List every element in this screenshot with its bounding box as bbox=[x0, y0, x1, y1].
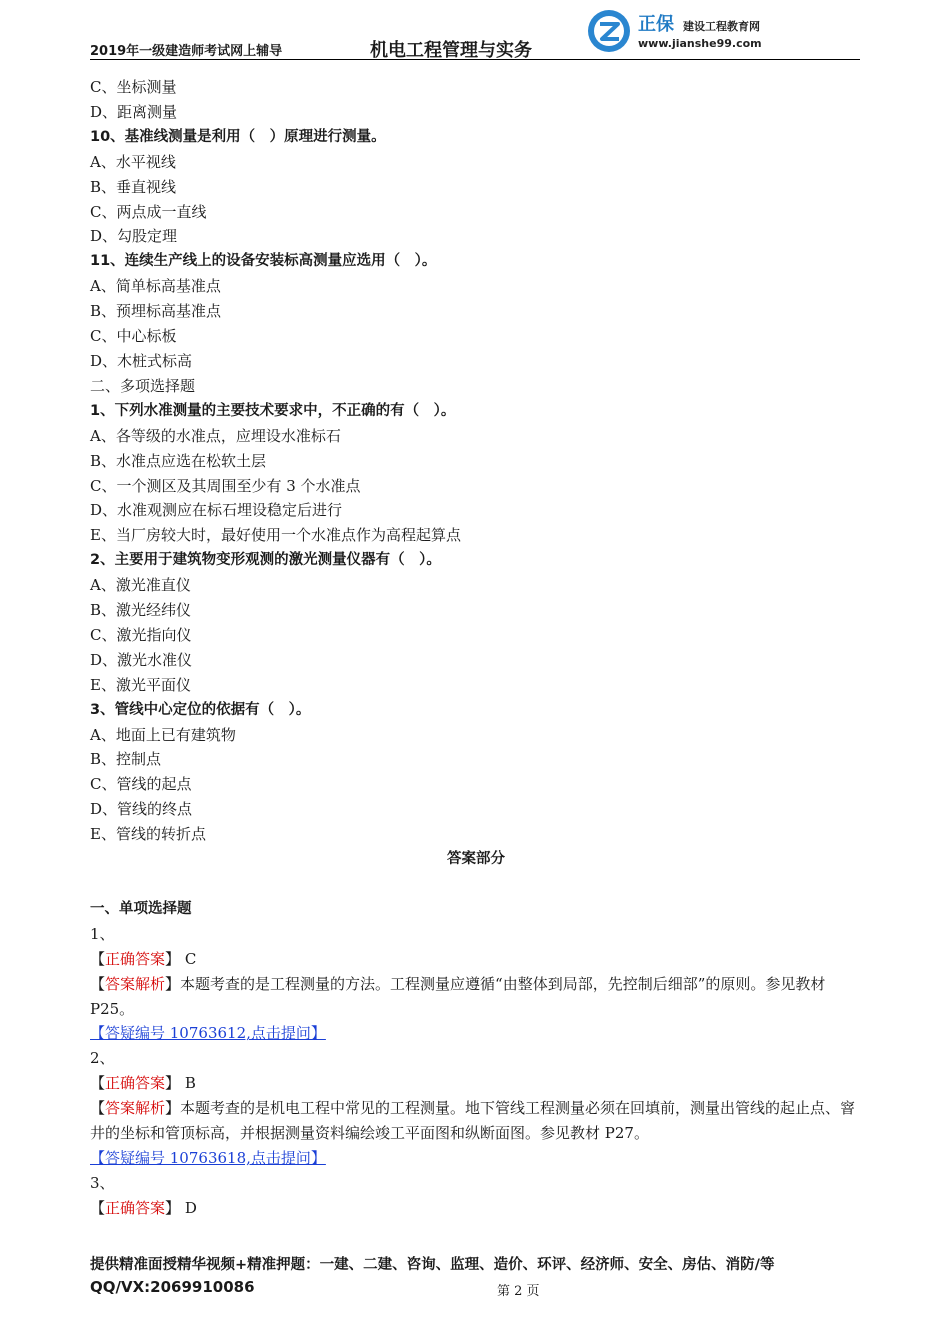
option-line: C、激光指向仪 bbox=[90, 625, 192, 644]
ask-question-link[interactable]: 【答疑编号 10763618,点击提问】 bbox=[90, 1148, 326, 1167]
answer-value: C bbox=[184, 949, 197, 968]
question-stem: 10、基准线测量是利用（ ）原理进行测量。 bbox=[90, 128, 386, 145]
answer-value: B bbox=[184, 1074, 196, 1093]
option-line: D、勾股定理 bbox=[90, 227, 178, 246]
option-line: B、垂直视线 bbox=[90, 177, 177, 196]
answer-label: 正确答案 bbox=[105, 949, 166, 968]
header-course-title: 2019年一级建造师考试网上辅导 bbox=[90, 44, 283, 59]
answer-row: 【正确答案】 C bbox=[90, 949, 197, 968]
answers-section-heading: 一、单项选择题 bbox=[90, 900, 192, 917]
option-line: A、各等级的水准点，应埋设水准标石 bbox=[90, 426, 341, 445]
answer-row: 【正确答案】 B bbox=[90, 1074, 196, 1093]
answer-value: D bbox=[184, 1198, 197, 1217]
analysis-label: 答案解析 bbox=[105, 974, 166, 993]
option-line: E、当厂房较大时，最好使用一个水准点作为高程起算点 bbox=[90, 526, 461, 545]
option-line: D、激光水准仪 bbox=[90, 650, 193, 669]
option-line: B、控制点 bbox=[90, 750, 162, 769]
answer-label: 正确答案 bbox=[105, 1074, 166, 1093]
answer-label: 正确答案 bbox=[105, 1198, 166, 1217]
analysis-text: 本题考查的是机电工程中常见的工程测量。地下管线工程测量必须在回填前，测量出管线的起止点、窨井的坐标和管顶标高，并根据测量资料编绘竣工平面图和纵断面图。参见教材 P27。 bbox=[90, 1099, 856, 1143]
header-subject-title: 机电工程管理与实务 bbox=[370, 40, 532, 61]
analysis-label: 答案解析 bbox=[105, 1099, 166, 1118]
option-line: A、简单标高基准点 bbox=[90, 277, 221, 296]
answer-number: 3、 bbox=[90, 1173, 115, 1192]
option-line: C、两点成一直线 bbox=[90, 202, 207, 221]
header-divider bbox=[90, 59, 860, 60]
page-footer bbox=[90, 1253, 880, 1299]
logo-brand-name: 正保 bbox=[638, 14, 674, 35]
logo-brand-subtitle: 建设工程教育网 bbox=[683, 20, 760, 33]
analysis-row: 【答案解析】本题考查的是机电工程中常见的工程测量。地下管线工程测量必须在回填前，测量出管线的起止点、窨井的坐标和管顶标高，并根据测量资料编绘竣工平面图和纵断面图。参见教材 P27。 bbox=[90, 1099, 856, 1143]
footer-contact: QQ/VX:2069910086 bbox=[90, 1278, 255, 1296]
logo-url: www.jianshe99.com bbox=[638, 37, 762, 50]
page-header bbox=[90, 0, 860, 60]
footer-promo: 提供精准面授精华视频+精准押题：一建、二建、咨询、监理、造价、环评、经济师、安全、房估、消防/等 bbox=[90, 1257, 775, 1273]
logo-emblem-icon bbox=[586, 8, 632, 54]
spacer bbox=[90, 872, 862, 897]
answer-number: 1、 bbox=[90, 924, 115, 943]
analysis-text: 本题考查的是工程测量的方法。工程测量应遵循“由整体到局部，先控制后细部”的原则。参见教材 P25。 bbox=[90, 974, 826, 1018]
analysis-row: 【答案解析】本题考查的是工程测量的方法。工程测量应遵循“由整体到局部，先控制后细部”的原则。参见教材 P25。 bbox=[90, 974, 826, 1018]
answers-title: 答案部分 bbox=[447, 851, 505, 868]
option-line: B、激光经纬仪 bbox=[90, 601, 192, 620]
site-logo[interactable] bbox=[586, 6, 866, 58]
answer-row: 【正确答案】 D bbox=[90, 1198, 197, 1217]
option-line: 二、多项选择题 bbox=[90, 376, 196, 395]
option-line: A、激光准直仪 bbox=[90, 576, 191, 595]
option-line: A、水平视线 bbox=[90, 152, 176, 171]
option-line: C、中心标板 bbox=[90, 327, 177, 346]
option-line: B、预埋标高基准点 bbox=[90, 302, 222, 321]
document-body bbox=[90, 75, 862, 1221]
option-line: D、距离测量 bbox=[90, 102, 178, 121]
answer-number: 2、 bbox=[90, 1049, 115, 1068]
question-stem: 1、下列水准测量的主要技术要求中，不正确的有（ ）。 bbox=[90, 402, 456, 419]
option-line: C、坐标测量 bbox=[90, 78, 177, 96]
page-number: 第 2 页 bbox=[497, 1284, 540, 1299]
question-stem: 2、主要用于建筑物变形观测的激光测量仪器有（ ）。 bbox=[90, 552, 441, 569]
option-line: B、水准点应选在松软土层 bbox=[90, 451, 267, 470]
option-line: C、一个测区及其周围至少有 3 个水准点 bbox=[90, 476, 361, 495]
option-line: D、木桩式标高 bbox=[90, 351, 193, 370]
option-line: A、地面上已有建筑物 bbox=[90, 725, 236, 744]
question-stem: 3、管线中心定位的依据有（ ）。 bbox=[90, 701, 311, 718]
option-line: D、水准观测应在标石埋设稳定后进行 bbox=[90, 501, 343, 520]
question-list bbox=[90, 75, 862, 847]
option-line: E、激光平面仪 bbox=[90, 675, 191, 694]
question-stem: 11、连续生产线上的设备安装标高测量应选用（ ）。 bbox=[90, 253, 437, 270]
ask-question-link[interactable]: 【答疑编号 10763612,点击提问】 bbox=[90, 1024, 326, 1043]
option-line: E、管线的转折点 bbox=[90, 825, 206, 844]
option-line: C、管线的起点 bbox=[90, 775, 192, 794]
option-line: D、管线的终点 bbox=[90, 800, 193, 819]
